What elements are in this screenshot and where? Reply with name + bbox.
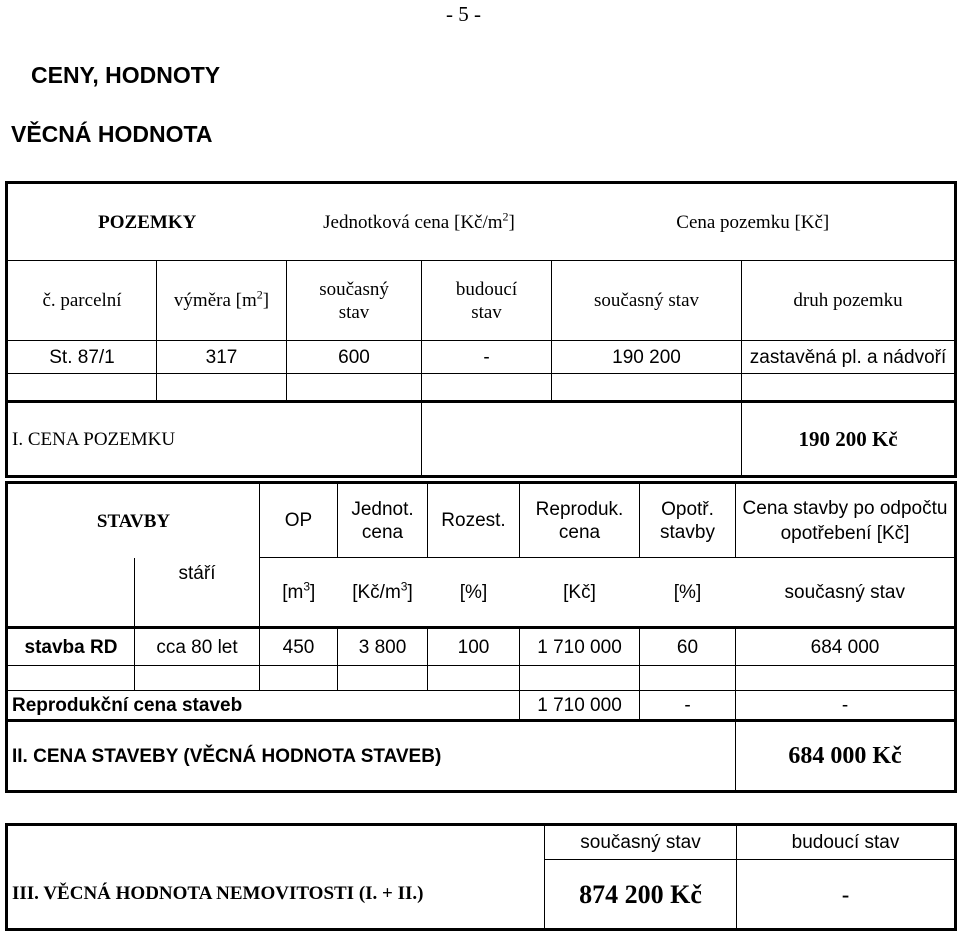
buildings-total-row xyxy=(7,721,956,792)
summary-col-current: současný stav xyxy=(545,825,737,860)
col-final-price: Cena stavby po odpočtu opotřebení [Kč] xyxy=(736,483,956,558)
col-rozest: Rozest. xyxy=(428,483,520,558)
land-type-value: zastavěná pl. a nádvoří xyxy=(742,341,956,374)
repro-total-label: Reprodukční cena staveb xyxy=(7,691,520,721)
area-value: 317 xyxy=(157,341,287,374)
buildings-header-row xyxy=(7,483,956,558)
repro-total-value: 1 710 000 xyxy=(520,691,640,721)
buildings-units-row xyxy=(7,558,956,628)
buildings-total-value: 684 000 Kč xyxy=(736,721,956,792)
building-reproduk: 1 710 000 xyxy=(520,628,640,666)
col-op: OP xyxy=(260,483,338,558)
empty-cell xyxy=(742,374,956,402)
building-op: 450 xyxy=(260,628,338,666)
land-total-spacer xyxy=(422,402,742,477)
col-parcel: č. parcelní xyxy=(7,261,157,341)
land-table xyxy=(5,181,957,478)
buildings-title: STAVBY xyxy=(7,483,260,558)
heading-material-value: VĚCNÁ HODNOTA xyxy=(11,121,213,147)
col-current-price: současný stav xyxy=(552,261,742,341)
summary-table xyxy=(5,823,957,931)
repro-dash-1: - xyxy=(640,691,736,721)
unit-kc-m3: $[Kč/m^3]$ xyxy=(338,558,428,628)
empty-cell xyxy=(7,666,135,691)
repro-total-row xyxy=(7,691,956,721)
unit-pct-rozest: [%] xyxy=(428,558,520,628)
col-future-unit: budoucí stav xyxy=(422,261,552,341)
empty-cell xyxy=(287,374,422,402)
summary-future-value: - xyxy=(737,860,956,930)
col-area: výměra $[m^2]$ xyxy=(157,261,287,341)
buildings-table xyxy=(5,481,957,793)
empty-cell xyxy=(736,666,956,691)
heading-prices: CENY, HODNOTY xyxy=(31,62,221,88)
land-columns-row xyxy=(7,261,956,341)
buildings-empty-row xyxy=(7,666,956,691)
building-name: stavba RD xyxy=(7,628,135,666)
future-unit-value: - xyxy=(422,341,552,374)
building-opotr: 60 xyxy=(640,628,736,666)
page-number: - 5 - xyxy=(446,2,481,26)
col-opotr: Opotř. stavby xyxy=(640,483,736,558)
empty-cell xyxy=(422,374,552,402)
empty-cell xyxy=(7,825,545,860)
unit-m3: $[m^3]$ xyxy=(260,558,338,628)
empty-cell xyxy=(157,374,287,402)
repro-dash-2: - xyxy=(736,691,956,721)
parcel-value: St. 87/1 xyxy=(7,341,157,374)
empty-cell xyxy=(260,666,338,691)
land-total-label: I. CENA POZEMKU xyxy=(7,402,422,477)
empty-cell xyxy=(135,666,260,691)
land-total-value: 190 200 Kč xyxy=(742,402,956,477)
col-land-type: druh pozemku xyxy=(742,261,956,341)
summary-value-row xyxy=(7,860,956,930)
land-unit-price-header: Jednotková cena $[Kč/m^2]$ xyxy=(287,183,552,261)
col-age: stáří xyxy=(135,558,260,628)
empty-cell xyxy=(552,374,742,402)
summary-label: III. VĚCNÁ HODNOTA NEMOVITOSTI (I. + II.) xyxy=(7,860,545,930)
land-total-row xyxy=(7,402,956,477)
land-price-value: 190 200 xyxy=(552,341,742,374)
building-final: 684 000 xyxy=(736,628,956,666)
empty-cell xyxy=(7,374,157,402)
summary-current-value: 874 200 Kč xyxy=(545,860,737,930)
buildings-total-label: II. CENA STAVEBY (VĚCNÁ HODNOTA STAVEB) xyxy=(7,721,640,792)
land-data-row xyxy=(7,341,956,374)
building-age: cca 80 let xyxy=(135,628,260,666)
land-empty-row xyxy=(7,374,956,402)
land-header-row xyxy=(7,183,956,261)
col-unit-price: Jednot. cena xyxy=(338,483,428,558)
empty-cell xyxy=(520,666,640,691)
unit-current: současný stav xyxy=(736,558,956,628)
empty-cell xyxy=(428,666,520,691)
summary-header-row xyxy=(7,825,956,860)
land-price-header: Cena pozemku [Kč] xyxy=(552,183,956,261)
building-unit-price: 3 800 xyxy=(338,628,428,666)
building-data-row xyxy=(7,628,956,666)
empty-cell xyxy=(7,558,135,628)
current-unit-value: 600 xyxy=(287,341,422,374)
summary-col-future: budoucí stav xyxy=(737,825,956,860)
unit-pct-opotr: [%] xyxy=(640,558,736,628)
empty-cell xyxy=(338,666,428,691)
land-title: POZEMKY xyxy=(7,183,287,261)
empty-cell xyxy=(640,721,736,792)
unit-kc: [Kč] xyxy=(520,558,640,628)
col-reproduk: Reproduk. cena xyxy=(520,483,640,558)
empty-cell xyxy=(640,666,736,691)
building-rozest: 100 xyxy=(428,628,520,666)
col-current-unit: současný stav xyxy=(287,261,422,341)
